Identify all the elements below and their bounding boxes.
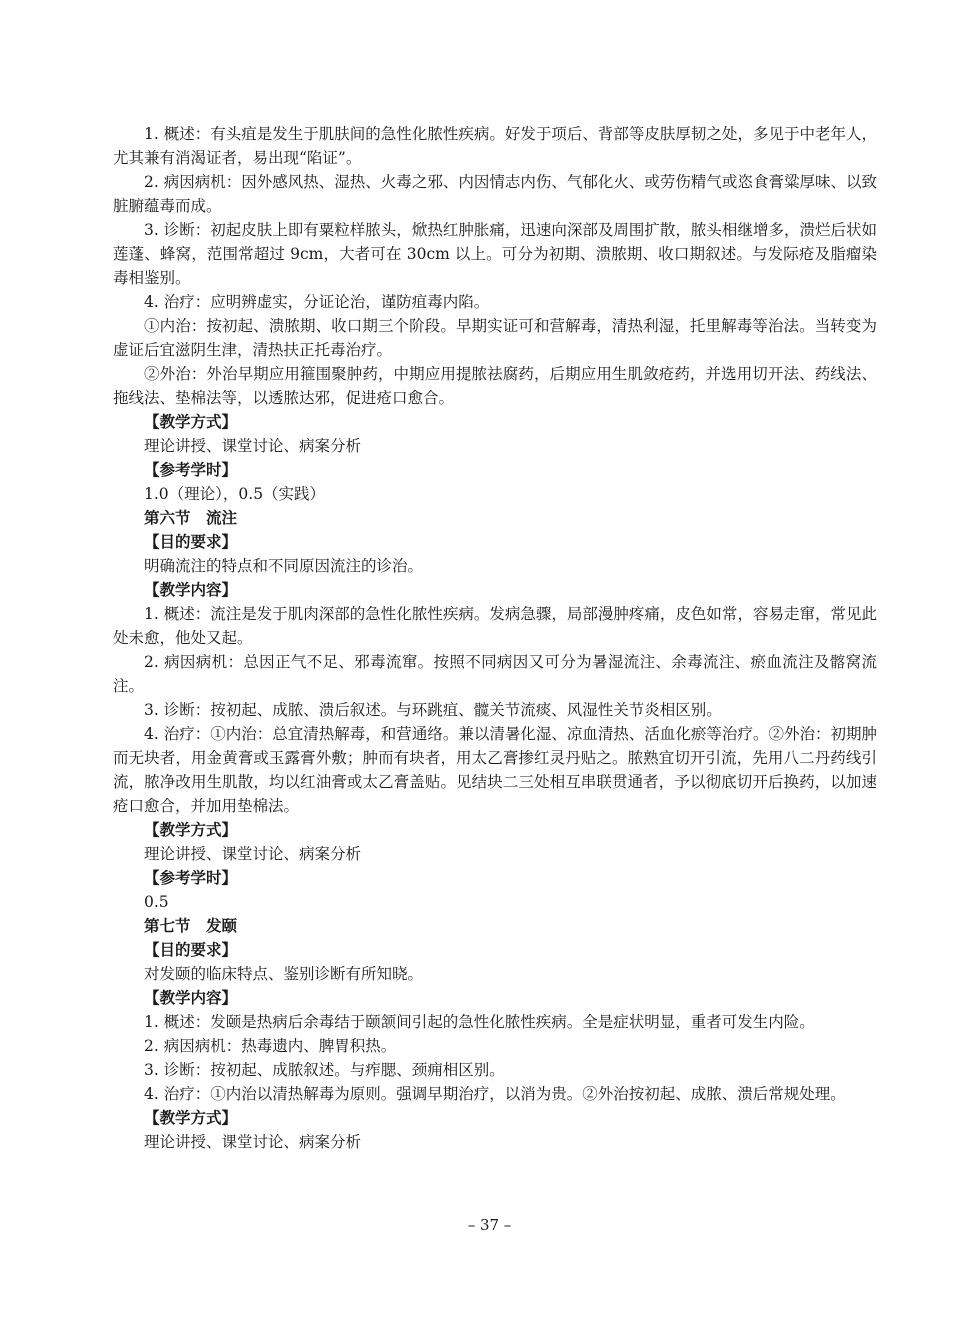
paragraph: 1. 概述：有头疽是发生于肌肤间的急性化脓性疾病。好发于项后、背部等皮肤厚韧之处，多见于中老年人，尤其兼有消渴证者，易出现“陷证”。: [113, 125, 877, 167]
section-heading: 【参考学时】: [144, 868, 238, 887]
paragraph: ①内治：按初起、溃脓期、收口期三个阶段。早期实证可和营解毒，清热利湿，托里解毒等治法。当转变为虚证后宜滋阴生津，清热扶正托毒治疗。: [113, 317, 877, 359]
paragraph: 0.5: [144, 893, 169, 911]
section-heading: 【教学内容】: [144, 580, 238, 599]
paragraph: 4. 治疗：①内治：总宜清热解毒，和营通络。兼以清暑化湿、凉血清热、活血化瘀等治疗。②外治：初期肿而无块者，用金黄膏或玉露膏外敷；肿而有块者，用太乙膏掺红灵丹贴之。脓熟宜切开引流，先用八二丹药线引流，脓净改用生肌散，均以红油膏或太乙膏盖贴。见结块二三处相互串联贯通者，予以彻底切开后换药，以加速疮口愈合，并加用垫棉法。: [113, 725, 877, 815]
section-heading: 【教学方式】: [144, 412, 238, 431]
paragraph: 理论讲授、课堂讨论、病案分析: [144, 1133, 362, 1151]
paragraph: 理论讲授、课堂讨论、病案分析: [144, 845, 362, 863]
paragraph: 3. 诊断：初起皮肤上即有粟粒样脓头，焮热红肿胀痛，迅速向深部及周围扩散，脓头相继增多，溃烂后状如莲蓬、蜂窝，范围常超过 9cm，大者可在 30cm 以上。可分为初期、溃脓期、收口期叙述。与发际疮及脂瘤染毒相鉴别。: [113, 221, 877, 287]
section-heading: 【教学方式】: [144, 1108, 238, 1127]
paragraph: 对发颐的临床特点、鉴别诊断有所知晓。: [144, 965, 424, 983]
chapter-heading: 第七节 发颐: [144, 916, 238, 935]
page-body: [113, 122, 877, 1154]
section-heading: 【目的要求】: [144, 532, 238, 551]
paragraph: 1. 概述：流注是发于肌肉深部的急性化脓性疾病。发病急骤，局部漫肿疼痛，皮色如常，容易走窜，常见此处未愈，他处又起。: [113, 605, 877, 647]
paragraph: 3. 诊断：按初起、成脓叙述。与痄腮、颈痈相区别。: [144, 1061, 505, 1079]
section-heading: 【教学方式】: [144, 820, 238, 839]
paragraph: 明确流注的特点和不同原因流注的诊治。: [144, 557, 424, 575]
paragraph: 4. 治疗：①内治以清热解毒为原则。强调早期治疗，以消为贵。②外治按初起、成脓、溃后常规处理。: [144, 1085, 846, 1103]
paragraph: 2. 病因病机：因外感风热、湿热、火毒之邪、内因情志内伤、气郁化火、或劳伤精气或恣食膏粱厚味、以致脏腑蕴毒而成。: [113, 173, 877, 215]
section-heading: 【参考学时】: [144, 460, 238, 479]
section-heading: 【教学内容】: [144, 988, 238, 1007]
chapter-heading: 第六节 流注: [144, 508, 238, 527]
paragraph: 2. 病因病机：热毒遗内、脾胃积热。: [144, 1037, 397, 1055]
paragraph: 4. 治疗：应明辨虚实，分证论治，谨防疽毒内陷。: [144, 293, 490, 311]
paragraph: 2. 病因病机：总因正气不足、邪毒流窜。按照不同病因又可分为暑湿流注、余毒流注、瘀血流注及髂窝流注。: [113, 653, 877, 695]
paragraph: 理论讲授、课堂讨论、病案分析: [144, 437, 362, 455]
paragraph: 3. 诊断：按初起、成脓、溃后叙述。与环跳疽、髋关节流痰、风湿性关节炎相区别。: [144, 701, 722, 719]
page-number: – 37 –: [467, 1216, 512, 1234]
paragraph: 1. 概述：发颐是热病后余毒结于颐颔间引起的急性化脓性疾病。全是症状明显，重者可发生内险。: [144, 1013, 815, 1031]
paragraph: ②外治：外治早期应用箍围聚肿药，中期应用提脓祛腐药，后期应用生肌敛疮药，并选用切开法、药线法、拖线法、垫棉法等，以透脓达邪，促进疮口愈合。: [113, 365, 877, 407]
section-heading: 【目的要求】: [144, 940, 238, 959]
paragraph: 1.0（理论），0.5（实践）: [144, 485, 326, 503]
